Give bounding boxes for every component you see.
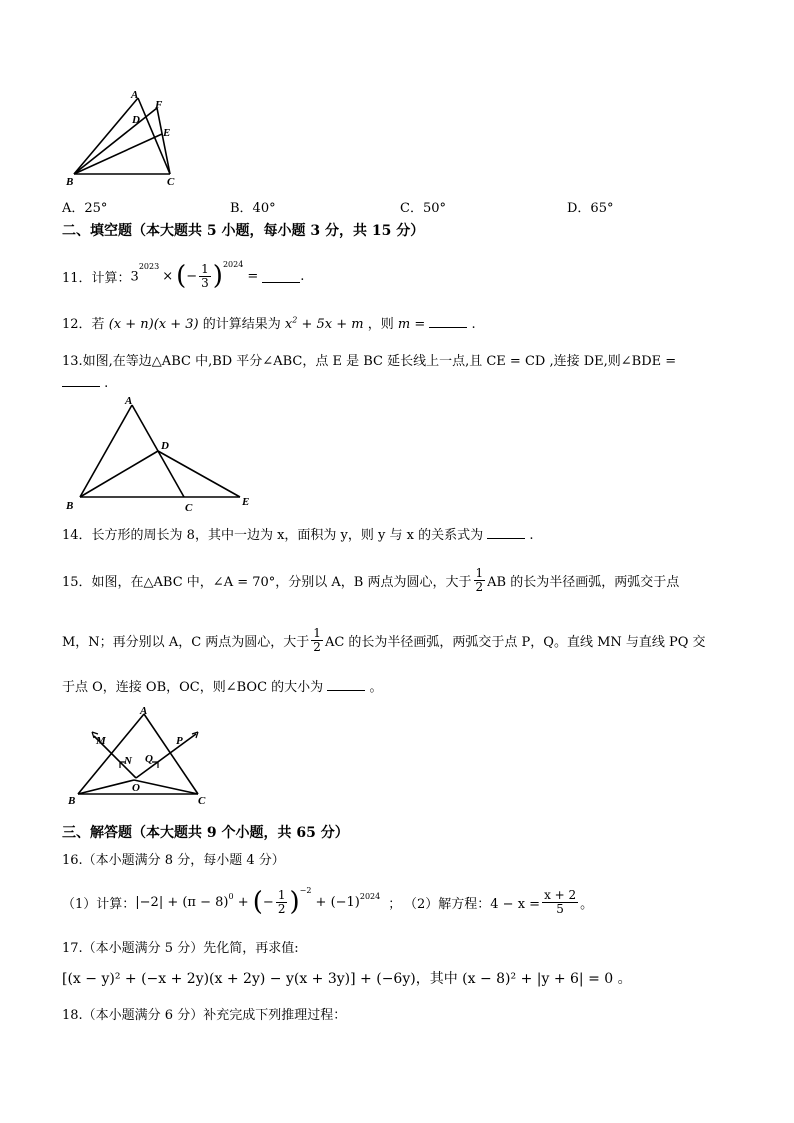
q13-line2 <box>62 374 108 391</box>
q15-label-p: P <box>176 735 183 747</box>
q14-text: 14．长方形的周长为 8，其中一边为 x，面积为 y，则 y 与 x 的关系式为 <box>62 528 484 543</box>
q13-figure <box>62 393 262 515</box>
q15-line1a: 15．如图，在△ABC 中，∠A = 70°，分别以 A，B 两点为圆心，大于 <box>62 574 472 590</box>
q12-end: . <box>471 317 476 332</box>
q10-option-a: A．25° <box>62 201 108 216</box>
q10-label-c: C <box>167 176 175 188</box>
q16-p1-num: 1 <box>277 887 286 902</box>
q15-half-num-1: 1 <box>475 565 484 580</box>
q15-half-num-2: 1 <box>313 625 321 640</box>
q16-p1-den: 2 <box>277 901 286 916</box>
q16-part1: （1）计算： |−2| + (π − 8) $^0$ + ( − $\frac{1}{2}$ ) $^{-2}$ + (−1) $^{2024}$ ； <box>62 885 402 917</box>
q14-end: . <box>529 528 534 543</box>
q16-p1-tail: + (−1) <box>311 894 360 910</box>
q16-p2-den: 5 <box>556 901 564 916</box>
q16-p2-num: x + 2 <box>544 887 577 902</box>
q11-exp2: 2024 <box>222 259 244 269</box>
q11-end: . <box>300 268 305 284</box>
q10-option-d: D．65° <box>567 201 614 216</box>
q15-line2b: AC 的长为半径画弧，两弧交于点 P，Q。直线 MN 与直线 PQ 交 <box>324 634 706 650</box>
q17-expr: [(x − y)² + (−x + 2y)(x + 2y) − y(x + 3y)] + (−6y)，其中 (x − 8)² + |y + 6| = 0 。 <box>62 971 632 987</box>
q10-option-b: B．40° <box>230 201 276 216</box>
q15-half-den-2: 2 <box>313 639 321 654</box>
q13-line1: 13.如图,在等边△ABC 中,BD 平分∠ABC，点 E 是 BC 延长线上一点,且 CE = CD ,连接 DE,则∠BDE = <box>62 354 677 369</box>
q16-p1-sup2024: 2024 <box>359 891 381 901</box>
q15-answer-blank[interactable] <box>327 678 365 691</box>
q16-p1-semicolon: ； <box>388 896 402 912</box>
q16-part2 <box>404 880 593 924</box>
q10-option-c: C．50° <box>400 201 446 216</box>
q13-answer-blank[interactable] <box>62 374 100 387</box>
q11-num: 1 <box>201 261 209 276</box>
q15-label-q: Q <box>145 753 153 765</box>
q15-label-o: O <box>132 782 140 794</box>
q16-p1-sup0: 0 <box>228 891 234 901</box>
q10-label-d: D <box>132 114 140 126</box>
q11-answer-blank[interactable] <box>262 270 300 283</box>
q17-head: 17.（本小题满分 5 分）先化简，再求值: <box>62 941 299 956</box>
q15-label-b: B <box>68 795 76 807</box>
q15-label-n: N <box>124 755 132 767</box>
q12-then: ，则 <box>367 317 394 332</box>
q10-label-e: E <box>163 127 171 139</box>
q10-label-f: F <box>155 99 163 111</box>
q13-end: . <box>104 376 109 391</box>
q15-end: 。 <box>369 680 383 695</box>
q11: 11．计算： $3^{2023}$ × ( − $\frac{1}{3}$ ) $^{2024}$ = . <box>62 259 305 291</box>
q13-label-d: D <box>161 440 169 452</box>
section3-title: 三、解答题（本大题共 9 个小题，共 65 分） <box>62 825 349 841</box>
q12-middle: 的计算结果为 <box>202 317 281 332</box>
q15-label-a: A <box>140 705 148 717</box>
q10-figure <box>62 88 182 188</box>
q13-label-c: C <box>185 502 193 514</box>
q15-half-den-1: 2 <box>475 579 484 594</box>
q13-label-b: B <box>66 500 74 512</box>
q14-answer-blank[interactable] <box>487 526 525 539</box>
q16-p1-plus: + <box>233 894 253 910</box>
q16-p2-prefix: （2）解方程：4 − x = <box>404 896 541 912</box>
q11-den: 3 <box>201 275 209 290</box>
q13-label-a: A <box>125 395 133 407</box>
q15-line3-text: 于点 O，连接 OB，OC，则∠BOC 的大小为 <box>62 680 324 695</box>
q15-label-m: M <box>96 735 106 747</box>
q12-prefix: 12．若 <box>62 317 105 332</box>
q15-line2a: M，N；再分别以 A，C 两点为圆心，大于 <box>62 634 310 650</box>
q14 <box>62 524 534 543</box>
section2-title: 二、填空题（本大题共 5 小题，每小题 3 分，共 15 分） <box>62 223 425 239</box>
q15-line3 <box>62 676 382 695</box>
q10-label-b: B <box>66 176 74 188</box>
q11-exp1: 2023 <box>138 261 160 271</box>
q15-line1b: AB 的长为半径画弧，两弧交于点 <box>487 574 680 590</box>
q18-head: 18.（本小题满分 6 分）补充完成下列推理过程： <box>62 1008 347 1023</box>
q12: 12．若 (x + n)(x + 3) 的计算结果为 $x^2 + 5x + m$ ，则 m = . <box>62 315 476 332</box>
q13-label-e: E <box>242 496 250 508</box>
q16-p1-sup-neg2: −2 <box>299 885 312 895</box>
q12-answer-blank[interactable] <box>429 315 467 328</box>
q16-p2-end: 。 <box>580 896 594 912</box>
q15-line2 <box>62 620 706 660</box>
q11-prefix: 11．计算： <box>62 270 131 286</box>
q15-figure <box>62 702 212 810</box>
q15-label-c: C <box>198 795 206 807</box>
q15-line1 <box>62 560 679 600</box>
q16-p1-expr-a: |−2| + (π − 8) <box>135 894 229 910</box>
q16-head: 16.（本小题满分 8 分，每小题 4 分） <box>62 853 285 868</box>
q10-label-a: A <box>131 89 139 101</box>
q16-p1-prefix: （1）计算： <box>62 896 136 912</box>
